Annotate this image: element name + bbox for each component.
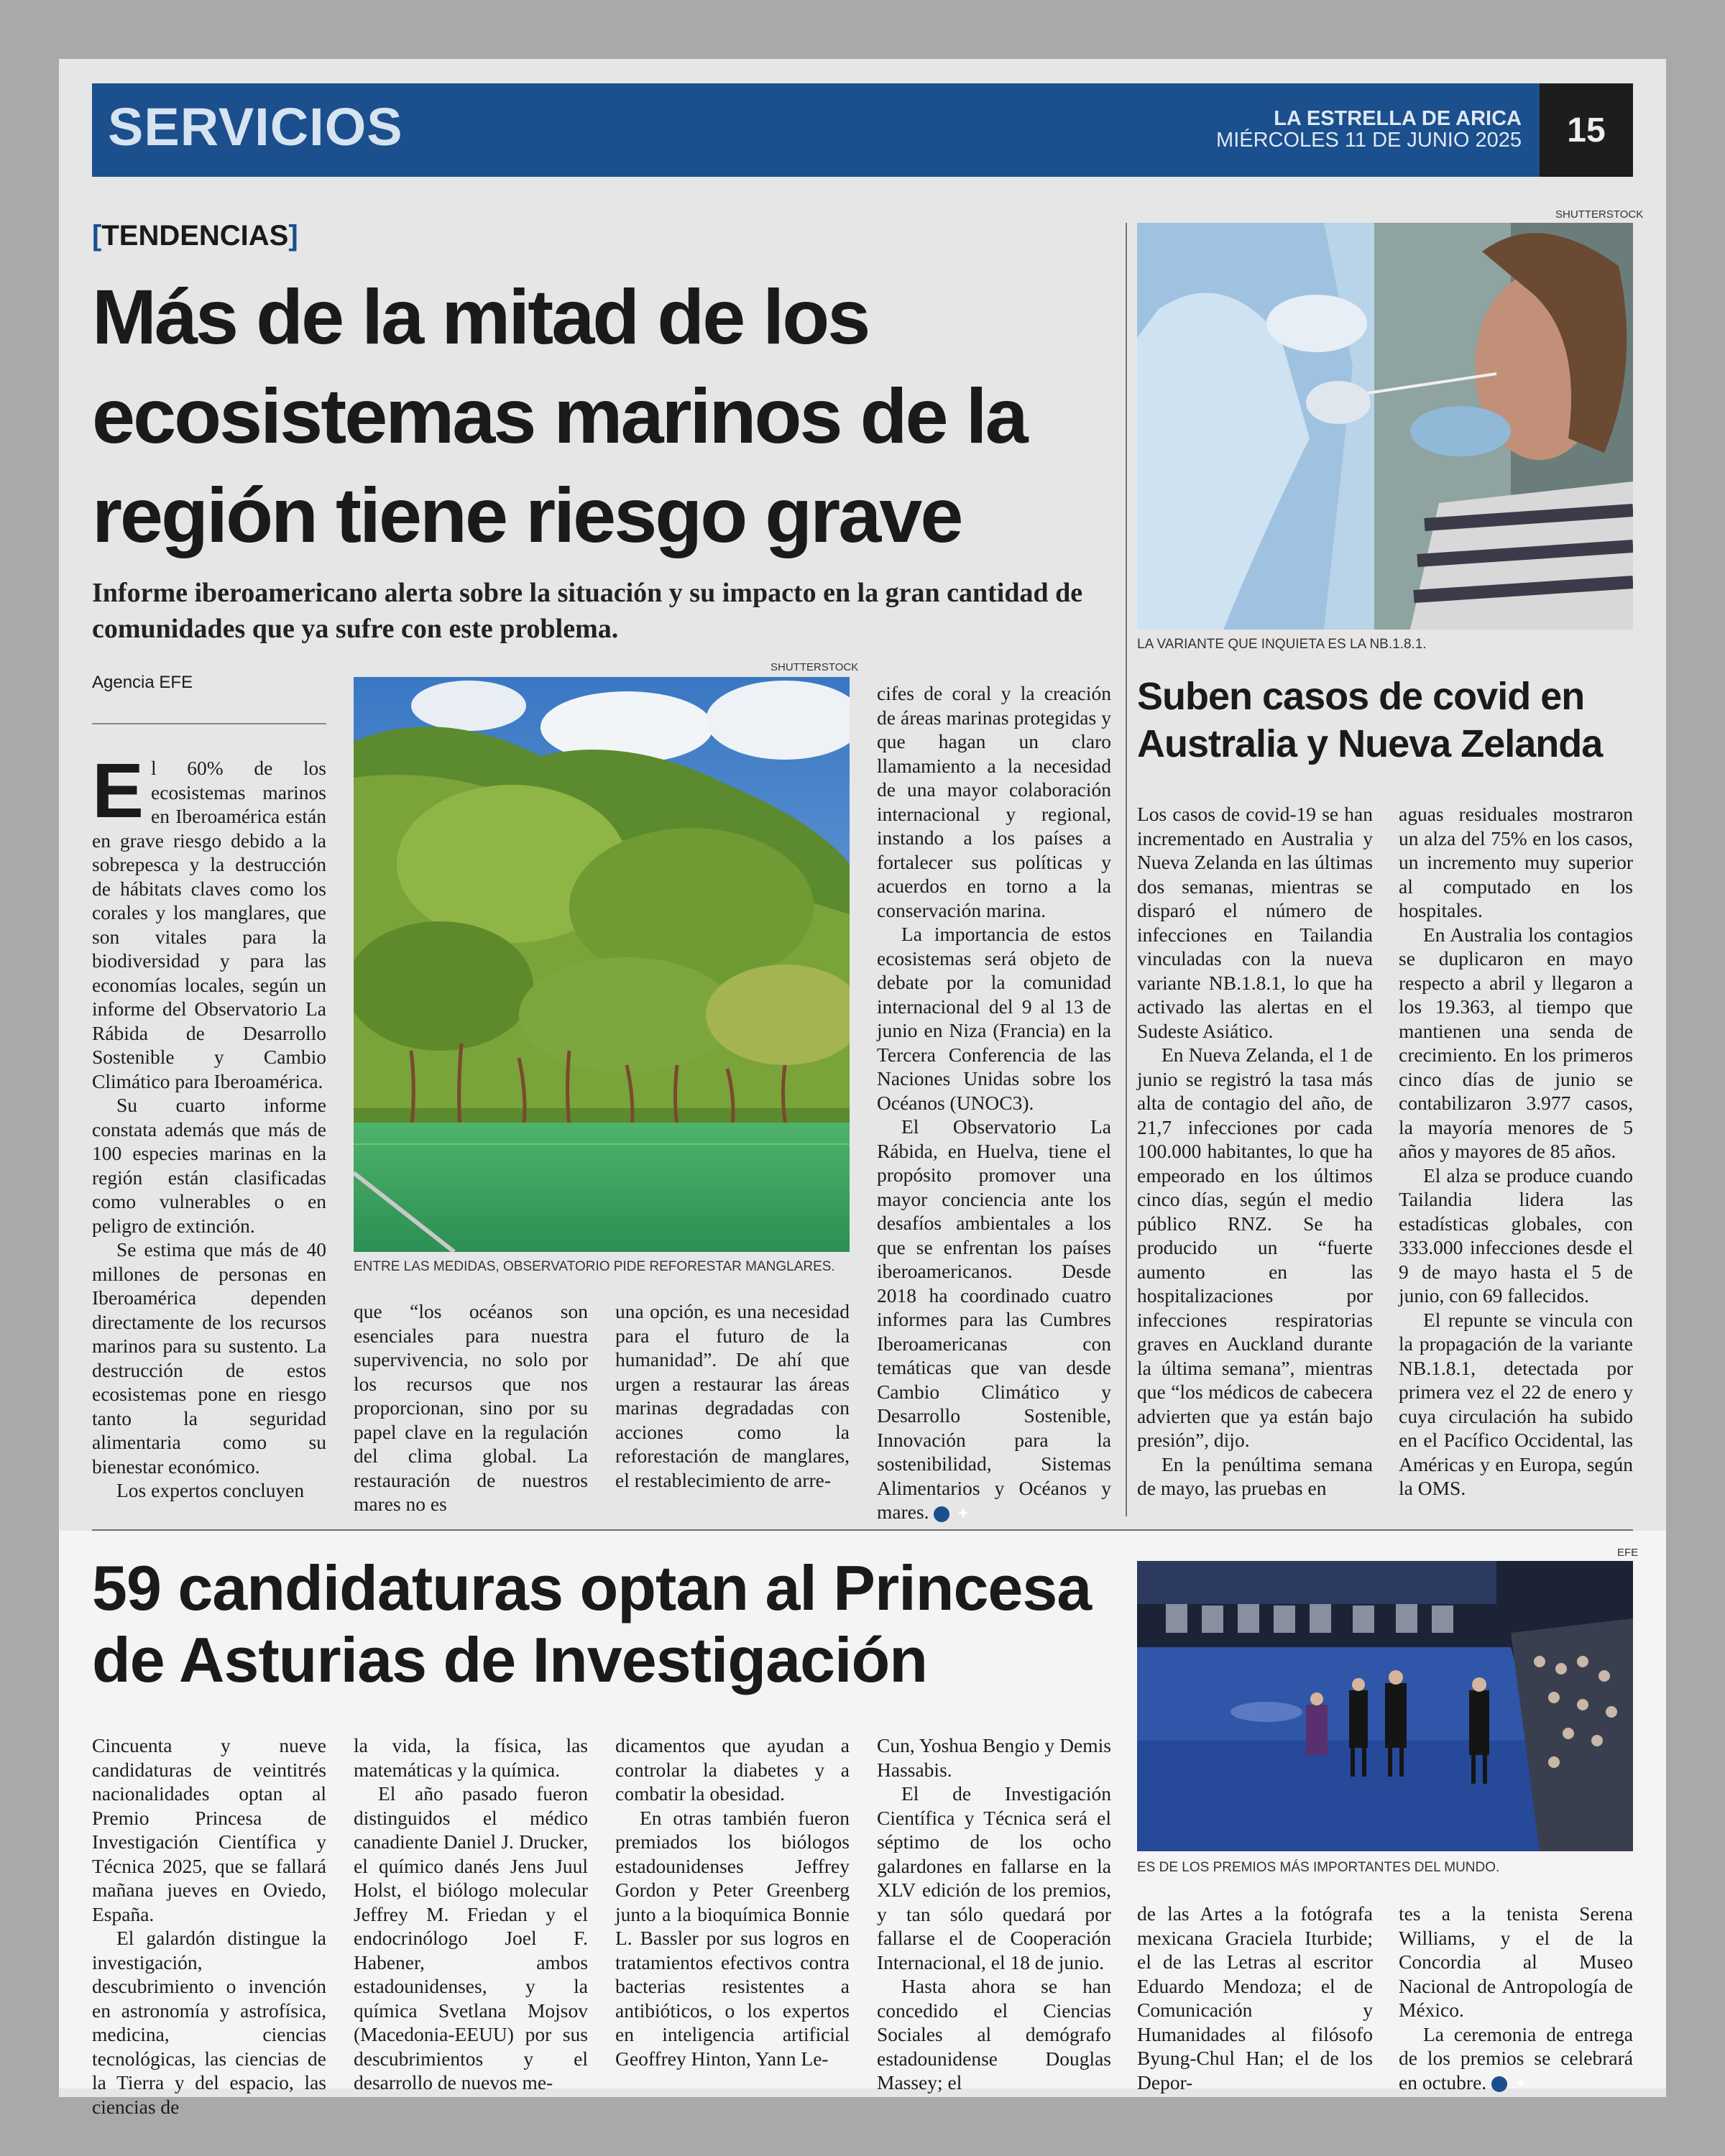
awards-ceremony-illustration <box>1137 1561 1633 1851</box>
circle-end-icon: ✚ <box>934 1506 949 1522</box>
photo-caption: ENTRE LAS MEDIDAS, OBSERVATORIO PIDE REFORESTAR MANGLARES. <box>354 1259 835 1274</box>
paragraph: cifes de coral y la creación de áreas marinas protegidas y que hagan un claro llamamiento a la necesidad de una mayor colaboración internacional y regional, instando a los países a fortalecer sus políticas y acuerdos en torno a la conservación marina. <box>877 682 1111 921</box>
circle-end-icon: ✚ <box>1491 2076 1507 2092</box>
awards-ceremony-photo <box>1137 1561 1633 1851</box>
kicker-label: TENDENCIAS <box>101 220 289 252</box>
photo-caption: LA VARIANTE QUE INQUIETA ES LA NB.1.8.1. <box>1137 637 1427 652</box>
asturias-col-1 <box>92 1733 326 2119</box>
issue-date: MIÉRCOLES 11 DE JUNIO 2025 <box>1216 129 1522 152</box>
newspaper-name: LA ESTRELLA DE ARICA <box>1274 107 1522 130</box>
paragraph: El repunte se vincula con la propagación de la variante NB.1.8.1, detectada por primera vez el 22 de enero y cuya circulación ha subido en el Pacífico Occidental, las Américas y en Europa, según la OMS. <box>1399 1308 1633 1499</box>
asturias-col-3 <box>615 1733 850 2070</box>
main-headline: Más de la mitad de los ecosistemas marinos de la región tiene riesgo grave <box>92 273 1026 558</box>
main-col-3 <box>615 1299 850 1492</box>
paragraph: tes a la tenista Serena Williams, y el de la Concordia al Museo Nacional de Antropología de México. <box>1399 1902 1633 2021</box>
paragraph: Cincuenta y nueve candidaturas de veintitrés nacionalidades optan al Premio Princesa de Investigación Científica y Técnica 2025, que se fallará mañana jueves en Oviedo, España. <box>92 1734 326 1925</box>
paragraph: Cun, Yoshua Bengio y Demis Hassabis. <box>877 1734 1111 1781</box>
main-col-2 <box>354 1299 588 1516</box>
paragraph: El de Investigación Científica y Técnica será el séptimo de los ocho galardones en fallarse en la XLV edición de los premios, y tan sólo quedará por fallarse el de Cooperación Internacional, el 18 de junio. <box>877 1782 1111 1973</box>
paragraph: El Observatorio La Rábida, en Huelva, tiene el propósito promover una mayor conciencia ante los desafíos ambientales a los que se enfrentan los países iberoamericanos. Desde 2018 ha coordinado cuatro informes para las Cumbres Iberoamericanas con temáticas que van desde Cambio Climático y Desarrollo Sostenible, Innovación para la sostenibilidad, Sistemas Alimentarios y Océanos y mares. <box>877 1115 1111 1523</box>
masthead <box>1216 108 1522 151</box>
drop-cap: E <box>92 747 144 834</box>
paragraph: Los casos de covid-19 se han incrementado en Australia y Nueva Zelanda en las últimas dos semanas, mientras se disparó el número de infecciones en Tailandia vinculadas con la nueva variante NB.1.8.1, lo que ha activado las alertas en el Sudeste Asiático. <box>1137 803 1373 1042</box>
main-col-1 <box>92 747 326 1503</box>
paragraph: la vida, la física, las matemáticas y la química. <box>354 1734 588 1781</box>
photo-credit: SHUTTERSTOCK <box>770 661 859 673</box>
paragraph: que “los océanos son esenciales para nuestra supervivencia, no solo por los recursos que nos proporcionan, sino por su papel clave en la regulación del clima global. La restauración de nuestros mares no es <box>354 1300 588 1515</box>
photo-credit: SHUTTERSTOCK <box>1555 208 1644 221</box>
paragraph: Se estima que más de 40 millones de personas en Iberoamérica dependen directamente de los recursos marinos para su sustento. La destrucción de estos ecosistemas pone en riesgo tanto la seguridad alimentaria como su bienestar económico. <box>92 1238 326 1478</box>
byline: Agencia EFE <box>92 673 193 692</box>
photo-credit: EFE <box>1617 1547 1639 1559</box>
main-deck: Informe iberoamericano alerta sobre la situación y su impacto en la gran cantidad de comunidades que ya sufre con este problema. <box>92 578 1083 644</box>
mangrove-illustration <box>354 677 850 1252</box>
paragraph: La importancia de estos ecosistemas será objeto de debate por la comunidad internacional del 9 al 13 de junio en Niza (Francia) en la Tercera Conferencia de las Naciones Unidas sobre los Océanos (UNOC3). <box>877 923 1111 1114</box>
photo-caption: ES DE LOS PREMIOS MÁS IMPORTANTES DEL MUNDO. <box>1137 1860 1500 1875</box>
asturias-col-5 <box>1137 1902 1373 2094</box>
asturias-col-2 <box>354 1733 588 2095</box>
page-header <box>92 83 1633 177</box>
paragraph: El alza se produce cuando Tailandia lidera las estadísticas globales, con 333.000 infecciones desde el 9 de mayo hasta el 5 de junio, con 69 fallecidos. <box>1399 1164 1633 1307</box>
page-number: 15 <box>1540 83 1633 177</box>
paragraph: El año pasado fueron distinguidos el médico canadiente Daniel J. Drucker, el químico danés Jens Juul Holst, el biólogo molecular Jeffrey M. Friedan y el endocrinólogo Joel F. Habener, ambos estadounidenses, y la química Svetlana Mojsov (Macedonia-EEUU) por sus descubrimientos y el desarrollo de nuevos me- <box>354 1782 588 2093</box>
paragraph: En Australia los contagios se duplicaron en mayo respecto a abril y llegaron a los 19.363, al tiempo que mantienen una senda de crecimiento. En los primeros cinco días de junio se contabilizaron 3.977 casos, la mayoría menores de 5 años y mayores de 85 años. <box>1399 923 1633 1162</box>
main-col-4 <box>877 681 1111 1524</box>
paragraph: Hasta ahora se han concedido el Ciencias Sociales al demógrafo estadounidense Douglas Massey; el <box>877 1975 1111 2093</box>
paragraph: En otras también fueron premiados los biólogos estadounidenses Jeffrey Gordon y Peter Greenberg junto a la bioquímica Bonnie L. Bassler por sus logros en tratamientos efectivos contra bacterias resistentes a antibióticos, o los expertos en inteligencia artificial Geoffrey Hinton, Yann Le- <box>615 1806 850 2070</box>
covid-headline: Suben casos de covid en Australia y Nueva Zelanda <box>1137 675 1603 765</box>
paragraph: de las Artes a la fotógrafa mexicana Graciela Iturbide; el de las Letras al escritor Eduardo Mendoza; el de Comunicación y Humanidades al filósofo Byung-Chul Han; el de los Depor- <box>1137 1902 1373 2093</box>
paragraph: Los expertos concluyen <box>116 1479 305 1501</box>
covid-test-illustration <box>1137 223 1633 630</box>
paragraph: Su cuarto informe constata además que más de 100 especies marinas en la región están clasificadas como vulnerables o en peligro de extinción. <box>92 1094 326 1237</box>
covid-col-1 <box>1137 802 1373 1501</box>
paragraph: En Nueva Zelanda, el 1 de junio se registró la tasa más alta de contagio del año, de 21,7 infecciones por cada 100.000 habitantes, lo que ha empeorado en los últimos cinco días, según el medio público RNZ. Se ha producido un “fuerte aumento en las hospitalizaciones por infecciones respiratorias graves en Auckland durante la última semana”, mientras que “los médicos de cabecera advierten que ya están bajo presión”, dijo. <box>1137 1044 1373 1451</box>
covid-col-2 <box>1399 802 1633 1501</box>
paragraph: una opción, es una necesidad para el futuro de la humanidad”. De ahí que urgen a restaurar las áreas marinas degradadas con acciones como la reforestación de manglares, el restablecimiento de arre- <box>615 1300 850 1491</box>
paragraph: dicamentos que ayudan a controlar la diabetes y a combatir la obesidad. <box>615 1734 850 1805</box>
section-title: SERVICIOS <box>108 97 403 157</box>
paragraph: aguas residuales mostraron un alza del 75% en los casos, un incremento muy superior al computado en los hospitales. <box>1399 803 1633 921</box>
paragraph: En la penúltima semana de mayo, las pruebas en <box>1137 1452 1373 1499</box>
mangrove-photo <box>354 677 850 1252</box>
asturias-col-6 <box>1399 1902 1633 2094</box>
byline-rule <box>92 723 326 724</box>
paragraph: La ceremonia de entrega de los premios se celebrará en octubre. <box>1399 2022 1633 2093</box>
asturias-col-4 <box>877 1733 1111 2095</box>
paragraph: l 60% de los ecosistemas marinos en Iberoamérica están en grave riesgo debido a la sobrepesca y la destrucción de hábitats claves como los corales y los manglares, que son vitales para la biodiversidad y para las economías locales, según un informe del Observatorio La Rábida de Desarrollo Sostenible y Cambio Climático para Iberoamérica. <box>92 757 326 1092</box>
kicker: [TENDENCIAS] <box>92 220 298 252</box>
paragraph: El galardón distingue la investigación, descubrimiento o invención en astronomía y astrofísica, medicina, ciencias tecnológicas, las ciencias de la Tierra y del espacio, las ciencias de <box>92 1927 326 2118</box>
column-divider <box>1126 223 1127 1516</box>
asturias-headline: 59 candidaturas optan al Princesa de Asturias de Investigación <box>92 1552 1092 1695</box>
covid-test-photo <box>1137 223 1633 630</box>
